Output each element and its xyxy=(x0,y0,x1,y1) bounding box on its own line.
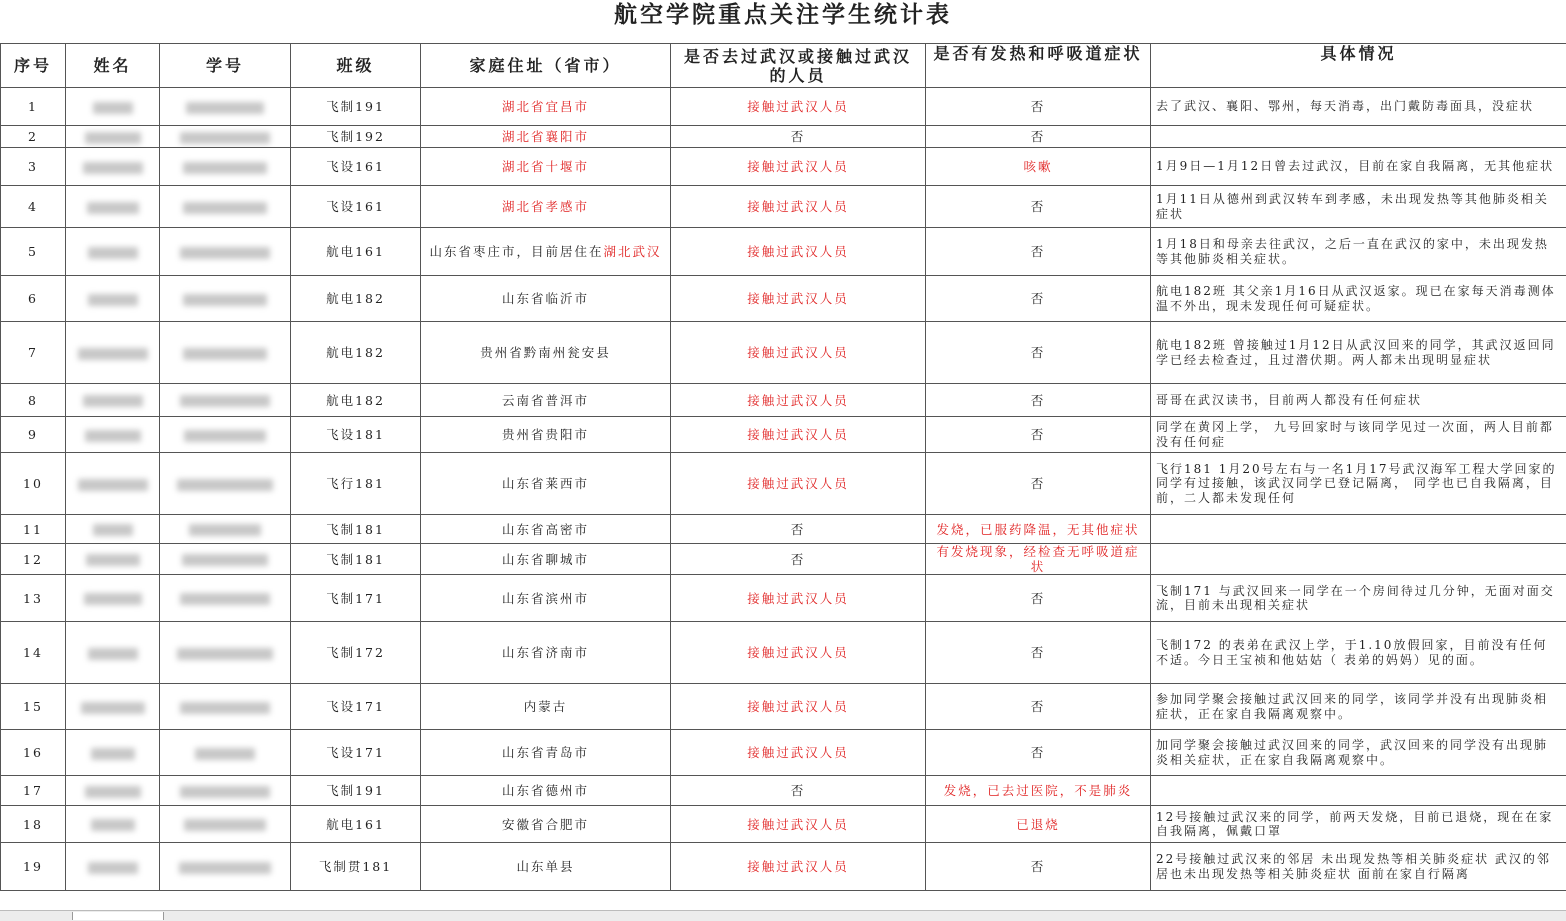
sheet-tab-bar xyxy=(0,910,1566,921)
cell-no[interactable]: 1 xyxy=(1,88,66,126)
cell-no[interactable]: 16 xyxy=(1,730,66,776)
redacted-student-id xyxy=(177,479,273,491)
redacted-student-id xyxy=(184,819,266,831)
cell-student-id[interactable] xyxy=(160,806,291,843)
cell-student-id[interactable] xyxy=(160,575,291,622)
cell-student-id[interactable] xyxy=(160,148,291,186)
redacted-name xyxy=(81,702,145,714)
cell-no[interactable]: 8 xyxy=(1,384,66,417)
cell-class[interactable]: 航电182 xyxy=(291,384,421,417)
address-text: 贵州省黔南州瓮安县 xyxy=(480,345,611,360)
cell-details[interactable]: 哥哥在武汉读书，目前两人都没有任何症状 xyxy=(1151,384,1566,417)
cell-no[interactable]: 11 xyxy=(1,515,66,544)
redacted-name xyxy=(88,648,138,660)
cell-no[interactable]: 4 xyxy=(1,186,66,228)
header-symptoms[interactable]: 是否有发热和呼吸道症状 xyxy=(926,44,1151,88)
cell-wuhan-contact[interactable]: 接触过武汉人员 xyxy=(671,453,926,515)
cell-symptoms[interactable]: 否 xyxy=(926,417,1151,453)
cell-wuhan-contact[interactable]: 接触过武汉人员 xyxy=(671,622,926,684)
address-text: 山东省青岛市 xyxy=(502,745,589,760)
table-row xyxy=(1,776,1566,806)
header-name[interactable]: 姓名 xyxy=(66,44,160,88)
cell-no[interactable]: 7 xyxy=(1,322,66,384)
redacted-name xyxy=(91,748,135,760)
cell-class[interactable]: 飞制192 xyxy=(291,126,421,148)
header-address[interactable]: 家庭住址（省市） xyxy=(421,44,671,88)
cell-address[interactable] xyxy=(421,322,671,384)
address-text: 山东省济南市 xyxy=(502,645,589,660)
cell-symptoms[interactable]: 否 xyxy=(926,126,1151,148)
redacted-name xyxy=(78,348,148,360)
cell-no[interactable]: 18 xyxy=(1,806,66,843)
cell-symptoms[interactable]: 否 xyxy=(926,575,1151,622)
redacted-name xyxy=(83,395,143,407)
table-row xyxy=(1,417,1566,453)
cell-symptoms[interactable]: 否 xyxy=(926,384,1151,417)
redacted-name xyxy=(88,294,138,306)
cell-no[interactable]: 10 xyxy=(1,453,66,515)
cell-address[interactable] xyxy=(421,417,671,453)
cell-details[interactable]: 航电182班 曾接触过1月12日从武汉回来的同学，其武汉返回同学已经去检查过，且过潜伏期。两人都未出现明显症状 xyxy=(1151,322,1566,384)
cell-address[interactable] xyxy=(421,88,671,126)
cell-student-id[interactable] xyxy=(160,88,291,126)
cell-name[interactable] xyxy=(66,575,160,622)
cell-address[interactable] xyxy=(421,148,671,186)
cell-student-id[interactable] xyxy=(160,776,291,806)
cell-name[interactable] xyxy=(66,186,160,228)
table-row xyxy=(1,228,1566,276)
cell-wuhan-contact[interactable]: 接触过武汉人员 xyxy=(671,322,926,384)
address-text: 湖北省孝感市 xyxy=(502,199,589,214)
header-details[interactable]: 具体情况 xyxy=(1151,44,1566,88)
cell-details[interactable] xyxy=(1151,126,1566,148)
cell-wuhan-contact[interactable]: 否 xyxy=(671,776,926,806)
cell-wuhan-contact[interactable]: 接触过武汉人员 xyxy=(671,575,926,622)
cell-student-id[interactable] xyxy=(160,684,291,730)
cell-details[interactable] xyxy=(1151,544,1566,575)
cell-student-id[interactable] xyxy=(160,515,291,544)
cell-address[interactable] xyxy=(421,622,671,684)
header-wuhan-contact[interactable]: 是否去过武汉或接触过武汉的人员 xyxy=(671,44,926,88)
cell-address[interactable] xyxy=(421,684,671,730)
cell-name[interactable] xyxy=(66,622,160,684)
cell-class[interactable]: 飞制181 xyxy=(291,515,421,544)
redacted-name xyxy=(91,819,135,831)
cell-student-id[interactable] xyxy=(160,730,291,776)
cell-details[interactable]: 加同学聚会接触过武汉回来的同学，武汉回来的同学没有出现肺炎相关症状，正在家自我隔离观察中。 xyxy=(1151,730,1566,776)
table-row xyxy=(1,322,1566,384)
redacted-name xyxy=(85,132,141,144)
cell-details[interactable]: 航电182班 其父亲1月16日从武汉返家。现已在家每天消毒测体温不外出，现未发现任何可疑症状。 xyxy=(1151,276,1566,322)
cell-wuhan-contact[interactable]: 否 xyxy=(671,515,926,544)
redacted-student-id xyxy=(180,395,270,407)
cell-no[interactable]: 13 xyxy=(1,575,66,622)
cell-class[interactable]: 飞制191 xyxy=(291,776,421,806)
redacted-name xyxy=(83,162,143,174)
cell-symptoms[interactable]: 已退烧 xyxy=(926,806,1151,843)
cell-details[interactable]: 1月9日—1月12日曾去过武汉，目前在家自我隔离，无其他症状 xyxy=(1151,148,1566,186)
redacted-name xyxy=(93,524,133,536)
redacted-student-id xyxy=(179,862,271,874)
cell-details[interactable] xyxy=(1151,776,1566,806)
header-student-id[interactable]: 学号 xyxy=(160,44,291,88)
cell-symptoms[interactable]: 否 xyxy=(926,276,1151,322)
table-row xyxy=(1,843,1566,891)
redacted-student-id xyxy=(180,132,270,144)
cell-symptoms[interactable]: 发烧，已服药降温，无其他症状 xyxy=(926,515,1151,544)
cell-student-id[interactable] xyxy=(160,843,291,891)
table-row xyxy=(1,515,1566,544)
cell-details[interactable]: 1月11日从德州到武汉转车到孝感，未出现发热等其他肺炎相关症状 xyxy=(1151,186,1566,228)
cell-no[interactable]: 6 xyxy=(1,276,66,322)
table-row xyxy=(1,730,1566,776)
cell-name[interactable] xyxy=(66,228,160,276)
address-text: 山东省德州市 xyxy=(502,783,589,798)
cell-student-id[interactable] xyxy=(160,186,291,228)
cell-address[interactable] xyxy=(421,453,671,515)
cell-address[interactable] xyxy=(421,544,671,575)
table-row xyxy=(1,684,1566,730)
redacted-student-id xyxy=(186,102,264,114)
cell-name[interactable] xyxy=(66,384,160,417)
cell-no[interactable]: 2 xyxy=(1,126,66,148)
table-row xyxy=(1,126,1566,148)
cell-class[interactable]: 航电161 xyxy=(291,228,421,276)
cell-class[interactable]: 飞制181 xyxy=(291,544,421,575)
cell-details[interactable]: 飞制172 的表弟在武汉上学，于1.10放假回家，目前没有任何不适。今日王宝祯和他姑姑（ 表弟的妈妈）见的面。 xyxy=(1151,622,1566,684)
cell-class[interactable]: 航电161 xyxy=(291,806,421,843)
redacted-student-id xyxy=(195,748,255,760)
cell-class[interactable]: 飞制171 xyxy=(291,575,421,622)
address-text: 山东省高密市 xyxy=(502,522,589,537)
cell-class[interactable]: 飞设161 xyxy=(291,148,421,186)
redacted-student-id xyxy=(183,162,267,174)
cell-wuhan-contact[interactable]: 接触过武汉人员 xyxy=(671,148,926,186)
table-row xyxy=(1,148,1566,186)
cell-no[interactable]: 17 xyxy=(1,776,66,806)
cell-student-id[interactable] xyxy=(160,622,291,684)
cell-no[interactable]: 19 xyxy=(1,843,66,891)
redacted-name xyxy=(85,786,141,798)
cell-symptoms[interactable]: 否 xyxy=(926,88,1151,126)
redacted-student-id xyxy=(183,294,267,306)
address-extra: 湖北武汉 xyxy=(604,244,662,259)
student-table xyxy=(0,43,1566,891)
table-row xyxy=(1,544,1566,575)
redacted-student-id xyxy=(182,554,268,566)
redacted-student-id xyxy=(180,786,270,798)
cell-no[interactable]: 3 xyxy=(1,148,66,186)
cell-student-id[interactable] xyxy=(160,322,291,384)
cell-wuhan-contact[interactable]: 接触过武汉人员 xyxy=(671,88,926,126)
cell-details[interactable]: 去了武汉、襄阳、鄂州，每天消毒，出门戴防毒面具，没症状 xyxy=(1151,88,1566,126)
cell-details[interactable]: 22号接触过武汉来的邻居 未出现发热等相关肺炎症状 武汉的邻居也未出现发热等相关肺炎症状 面前在家自行隔离 xyxy=(1151,843,1566,891)
cell-symptoms[interactable]: 否 xyxy=(926,622,1151,684)
address-text: 贵州省贵阳市 xyxy=(502,427,589,442)
cell-name[interactable] xyxy=(66,88,160,126)
cell-class[interactable]: 飞制贯181 xyxy=(291,843,421,891)
sheet-tab[interactable] xyxy=(72,912,164,920)
cell-name[interactable] xyxy=(66,684,160,730)
redacted-student-id xyxy=(180,593,270,605)
header-row xyxy=(1,44,1566,88)
cell-address[interactable] xyxy=(421,575,671,622)
cell-wuhan-contact[interactable]: 否 xyxy=(671,126,926,148)
cell-wuhan-contact[interactable]: 接触过武汉人员 xyxy=(671,684,926,730)
cell-wuhan-contact[interactable]: 接触过武汉人员 xyxy=(671,228,926,276)
cell-address[interactable] xyxy=(421,806,671,843)
cell-name[interactable] xyxy=(66,544,160,575)
redacted-student-id xyxy=(189,524,261,536)
cell-name[interactable] xyxy=(66,730,160,776)
address-text: 湖北省襄阳市 xyxy=(502,129,589,144)
cell-no[interactable]: 14 xyxy=(1,622,66,684)
redacted-name xyxy=(78,479,148,491)
redacted-student-id xyxy=(184,430,266,442)
cell-details[interactable]: 12号接触过武汉来的同学，前两天发烧，目前已退烧，现在在家自我隔离，佩戴口罩 xyxy=(1151,806,1566,843)
redacted-name xyxy=(93,102,133,114)
cell-wuhan-contact[interactable]: 接触过武汉人员 xyxy=(671,806,926,843)
cell-name[interactable] xyxy=(66,806,160,843)
cell-student-id[interactable] xyxy=(160,228,291,276)
cell-address[interactable] xyxy=(421,384,671,417)
cell-symptoms[interactable]: 否 xyxy=(926,453,1151,515)
cell-student-id[interactable] xyxy=(160,126,291,148)
cell-symptoms[interactable]: 否 xyxy=(926,228,1151,276)
cell-symptoms[interactable]: 否 xyxy=(926,684,1151,730)
cell-details[interactable]: 飞行181 1月20号左右与一名1月17号武汉海军工程大学回家的同学有过接触，该武汉同学已登记隔离， 同学也已自我隔离，目前，二人都未发现任何 xyxy=(1151,453,1566,515)
redacted-name xyxy=(88,247,138,259)
address-text: 内蒙古 xyxy=(524,699,568,714)
cell-name[interactable] xyxy=(66,148,160,186)
table-row xyxy=(1,384,1566,417)
header-class[interactable]: 班级 xyxy=(291,44,421,88)
cell-details[interactable]: 参加同学聚会接触过武汉回来的同学，该同学并没有出现肺炎相症状，正在家自我隔离观察中。 xyxy=(1151,684,1566,730)
cell-symptoms[interactable]: 咳嗽 xyxy=(926,148,1151,186)
cell-student-id[interactable] xyxy=(160,453,291,515)
cell-address[interactable] xyxy=(421,186,671,228)
cell-class[interactable]: 飞设181 xyxy=(291,417,421,453)
cell-symptoms[interactable]: 否 xyxy=(926,186,1151,228)
address-text: 山东单县 xyxy=(516,859,574,874)
cell-address[interactable] xyxy=(421,843,671,891)
redacted-student-id xyxy=(180,702,270,714)
cell-wuhan-contact[interactable]: 接触过武汉人员 xyxy=(671,730,926,776)
address-text: 湖北省十堰市 xyxy=(502,159,589,174)
cell-class[interactable]: 飞设171 xyxy=(291,684,421,730)
cell-name[interactable] xyxy=(66,453,160,515)
address-text: 山东省枣庄市，目前居住在 xyxy=(429,244,603,259)
cell-address[interactable] xyxy=(421,776,671,806)
cell-no[interactable]: 5 xyxy=(1,228,66,276)
cell-details[interactable] xyxy=(1151,515,1566,544)
cell-wuhan-contact[interactable]: 否 xyxy=(671,544,926,575)
address-text: 山东省临沂市 xyxy=(502,291,589,306)
cell-address[interactable] xyxy=(421,276,671,322)
cell-wuhan-contact[interactable]: 接触过武汉人员 xyxy=(671,384,926,417)
cell-class[interactable]: 飞行181 xyxy=(291,453,421,515)
cell-details[interactable]: 1月18日和母亲去往武汉，之后一直在武汉的家中，未出现发热等其他肺炎相关症状。 xyxy=(1151,228,1566,276)
table-row xyxy=(1,575,1566,622)
header-no[interactable]: 序号 xyxy=(1,44,66,88)
cell-class[interactable]: 航电182 xyxy=(291,276,421,322)
sheet-title: 航空学院重点关注学生统计表 xyxy=(0,0,1566,30)
table-row xyxy=(1,186,1566,228)
cell-class[interactable]: 飞设161 xyxy=(291,186,421,228)
cell-address[interactable] xyxy=(421,228,671,276)
redacted-student-id xyxy=(180,247,270,259)
table-row xyxy=(1,453,1566,515)
cell-symptoms[interactable]: 否 xyxy=(926,843,1151,891)
cell-wuhan-contact[interactable]: 接触过武汉人员 xyxy=(671,843,926,891)
redacted-name xyxy=(87,202,139,214)
cell-symptoms[interactable]: 有发烧现象，经检查无呼吸道症状 xyxy=(926,544,1151,575)
cell-name[interactable] xyxy=(66,776,160,806)
cell-class[interactable]: 飞制191 xyxy=(291,88,421,126)
cell-student-id[interactable] xyxy=(160,276,291,322)
cell-address[interactable] xyxy=(421,730,671,776)
cell-class[interactable]: 飞制172 xyxy=(291,622,421,684)
cell-name[interactable] xyxy=(66,126,160,148)
redacted-student-id xyxy=(177,648,273,660)
cell-name[interactable] xyxy=(66,843,160,891)
table-row xyxy=(1,88,1566,126)
cell-name[interactable] xyxy=(66,515,160,544)
redacted-name xyxy=(84,593,142,605)
address-text: 山东省聊城市 xyxy=(502,552,589,567)
cell-no[interactable]: 9 xyxy=(1,417,66,453)
redacted-student-id xyxy=(183,348,267,360)
address-text: 湖北省宜昌市 xyxy=(502,99,589,114)
cell-student-id[interactable] xyxy=(160,544,291,575)
table-row xyxy=(1,806,1566,843)
redacted-name xyxy=(86,554,140,566)
address-text: 山东省莱西市 xyxy=(502,476,589,491)
cell-name[interactable] xyxy=(66,322,160,384)
redacted-student-id xyxy=(183,202,267,214)
cell-name[interactable] xyxy=(66,276,160,322)
redacted-name xyxy=(85,430,141,442)
cell-address[interactable] xyxy=(421,515,671,544)
cell-student-id[interactable] xyxy=(160,417,291,453)
cell-name[interactable] xyxy=(66,417,160,453)
cell-wuhan-contact[interactable]: 接触过武汉人员 xyxy=(671,276,926,322)
address-text: 山东省滨州市 xyxy=(502,591,589,606)
cell-symptoms[interactable]: 否 xyxy=(926,730,1151,776)
cell-symptoms[interactable]: 发烧，已去过医院，不是肺炎 xyxy=(926,776,1151,806)
cell-symptoms[interactable]: 否 xyxy=(926,322,1151,384)
cell-wuhan-contact[interactable]: 接触过武汉人员 xyxy=(671,417,926,453)
address-text: 安徽省合肥市 xyxy=(502,817,589,832)
cell-no[interactable]: 12 xyxy=(1,544,66,575)
cell-student-id[interactable] xyxy=(160,384,291,417)
redacted-name xyxy=(88,862,138,874)
cell-class[interactable]: 飞设171 xyxy=(291,730,421,776)
table-row xyxy=(1,622,1566,684)
cell-details[interactable]: 同学在黄冈上学， 九号回家时与该同学见过一次面，两人目前都没有任何症 xyxy=(1151,417,1566,453)
cell-class[interactable]: 航电182 xyxy=(291,322,421,384)
cell-details[interactable]: 飞制171 与武汉回来一同学在一个房间待过几分钟，无面对面交流，目前未出现相关症状 xyxy=(1151,575,1566,622)
cell-wuhan-contact[interactable]: 接触过武汉人员 xyxy=(671,186,926,228)
cell-no[interactable]: 15 xyxy=(1,684,66,730)
cell-address[interactable] xyxy=(421,126,671,148)
address-text: 云南省普洱市 xyxy=(502,393,589,408)
table-row xyxy=(1,276,1566,322)
